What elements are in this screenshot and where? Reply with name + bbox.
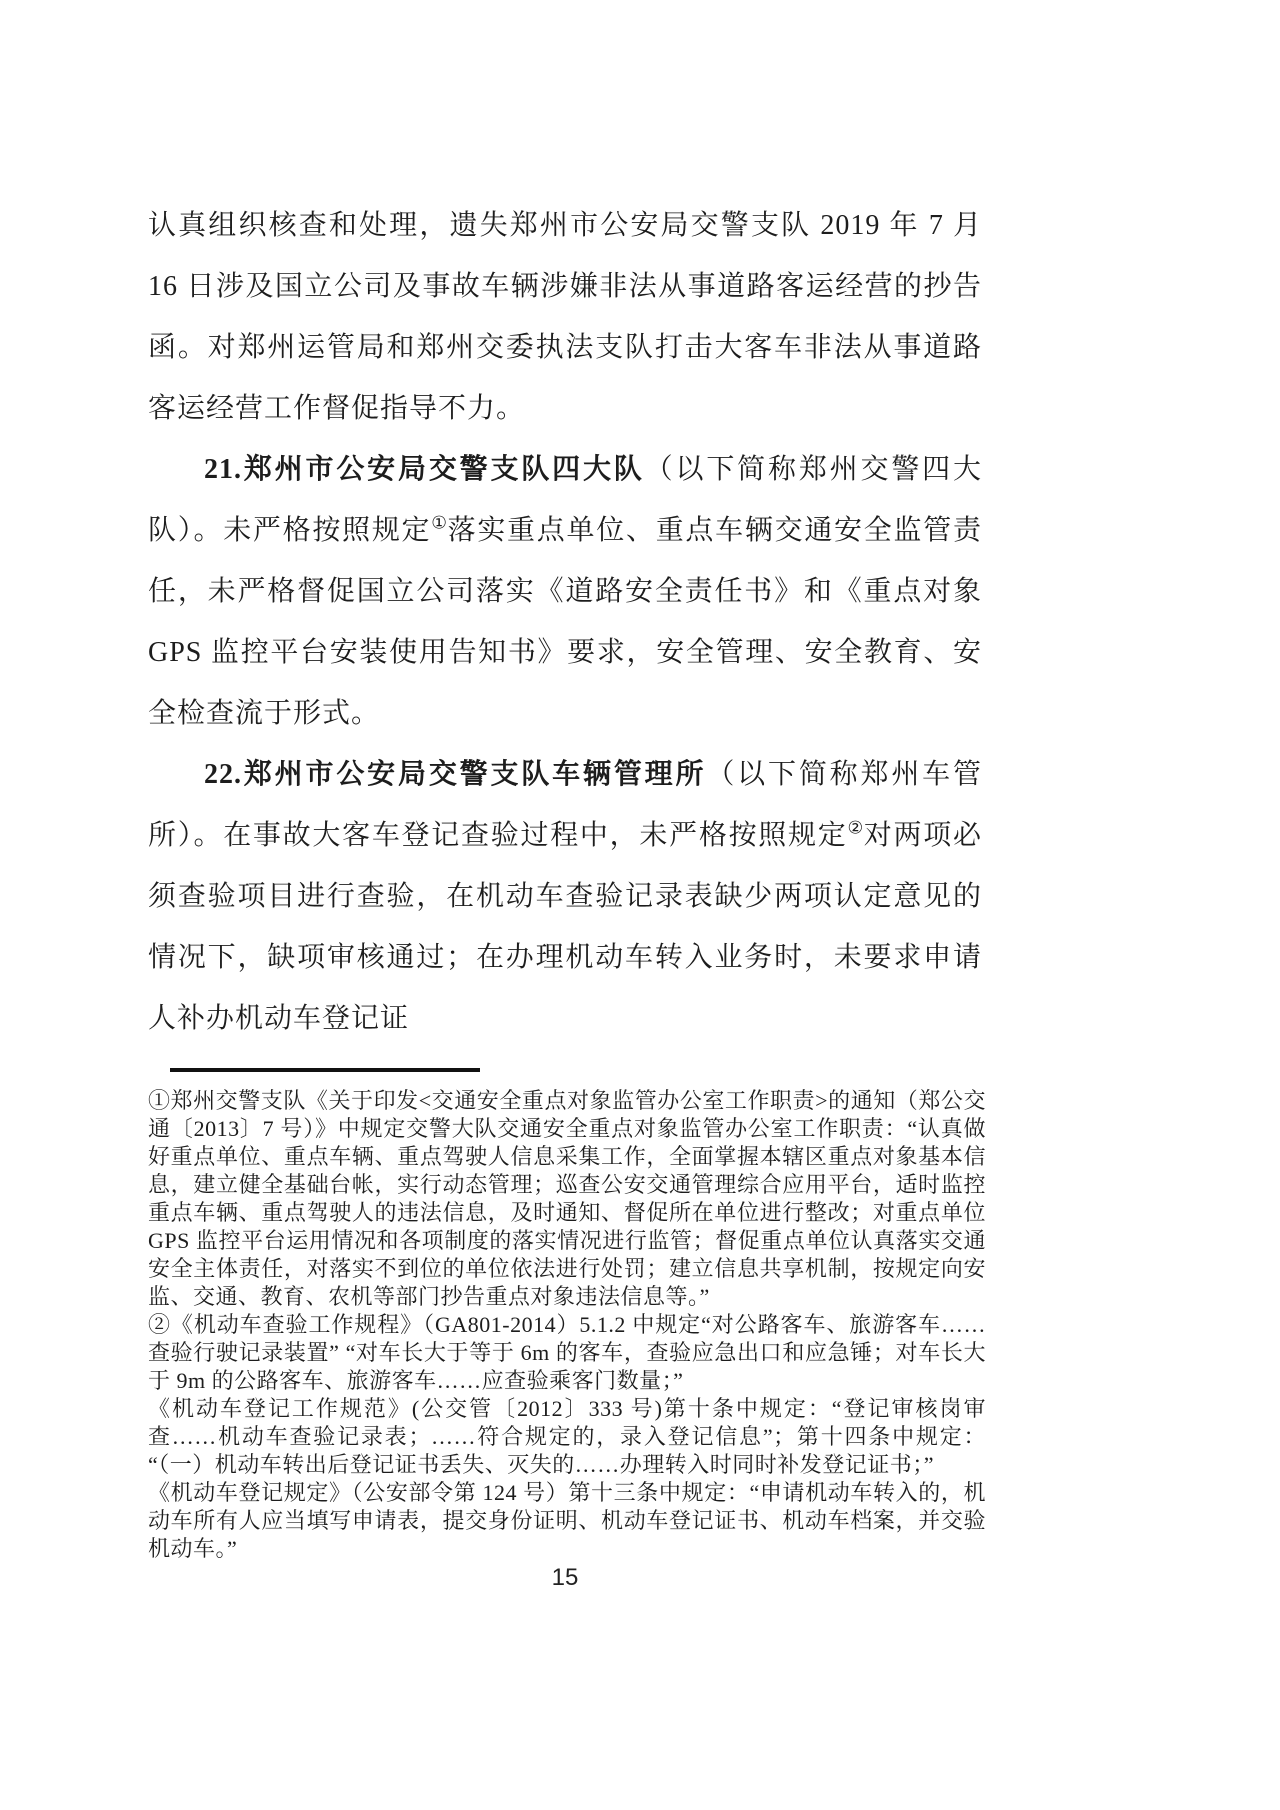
item-21-alias: （以下简称郑州交警四大队）。 [148, 454, 982, 546]
item-21-text-a: 未严格按照规定 [223, 515, 432, 546]
item-22-heading: 22.郑州市公安局交警支队车辆管理所 [204, 759, 707, 790]
footnote-ref-2-marker: ② [847, 818, 864, 838]
paragraph-item-22 [148, 744, 982, 1049]
paragraph-continuation: 认真组织核查和处理，遗失郑州市公安局交警支队 2019 年 7 月 16 日涉及国立公司及事故车辆涉嫌非法从事道路客运经营的抄告函。对郑州运管局和郑州交委执法支队打击大客车非法从事道路客运经营工作督促指导不力。 [148, 210, 982, 424]
footnote-1: ①郑州交警支队《关于印发<交通安全重点对象监管办公室工作职责>的通知（郑公交通〔2013〕7 号）》中规定交警大队交通安全重点对象监管办公室工作职责：“认真做好重点单位、重点车辆、重点驾驶人信息采集工作，全面掌握本辖区重点对象基本信息，建立健全基础台帐，实行动态管理；巡查公安交通管理综合应用平台，适时监控重点车辆、重点驾驶人的违法信息，及时通知、督促所在单位进行整改；对重点单位 GPS 监控平台运用情况和各项制度的落实情况进行监管；督促重点单位认真落实交通安全主体责任，对落实不到位的单位依法进行处罚；建立信息共享机制，按规定向安监、交通、教育、农机等部门抄告重点对象违法信息等。” [148, 1088, 986, 1309]
item-22-alias: （以下简称郑州车管所）。 [148, 759, 982, 851]
item-21-text-b: 落实重点单位、重点车辆交通安全监管责任，未严格督促国立公司落实《道路安全责任书》和《重点对象 GPS 监控平台安装使用告知书》要求，安全管理、安全教育、安全检查流于形式。 [148, 515, 982, 729]
footnote-ref-1-marker: ① [431, 513, 448, 533]
footnote-section [148, 1068, 986, 1563]
footnote-separator-rule [170, 1068, 480, 1072]
paragraph-item-21 [148, 439, 982, 744]
page-number: 15 [551, 1564, 579, 1591]
item-21-heading: 21.郑州市公安局交警支队四大队 [204, 454, 645, 485]
footnote-2-registration-rule: 《机动车登记规定》（公安部令第 124 号）第十三条中规定：“申请机动车转入的，机动车所有人应当填写申请表，提交身份证明、机动车登记证书、机动车档案，并交验机动车。” [148, 1480, 986, 1561]
footnote-2-inspection-regulation: ②《机动车查验工作规程》（GA801-2014）5.1.2 中规定“对公路客车、旅游客车……查验行驶记录装置” “对车长大于等于 6m 的客车，查验应急出口和应急锤；对车长大于 9m 的公路客车、旅游客车……应查验乘客门数量；” [148, 1312, 986, 1393]
item-22-text-a: 在事故大客车登记查验过程中，未严格按照规定 [223, 820, 848, 851]
document-body [148, 195, 982, 1049]
item-22-text-b: 对两项必须查验项目进行查验，在机动车查验记录表缺少两项认定意见的情况下，缺项审核通过；在办理机动车转入业务时，未要求申请人补办机动车登记证 [148, 820, 982, 1034]
footnote-2-registration-spec: 《机动车登记工作规范》(公交管〔2012〕333 号)第十条中规定：“登记审核岗审查……机动车查验记录表；……符合规定的，录入登记信息”；第十四条中规定：“（一）机动车转出后登记证书丢失、灭失的……办理转入时同时补发登记证书；” [148, 1396, 986, 1477]
